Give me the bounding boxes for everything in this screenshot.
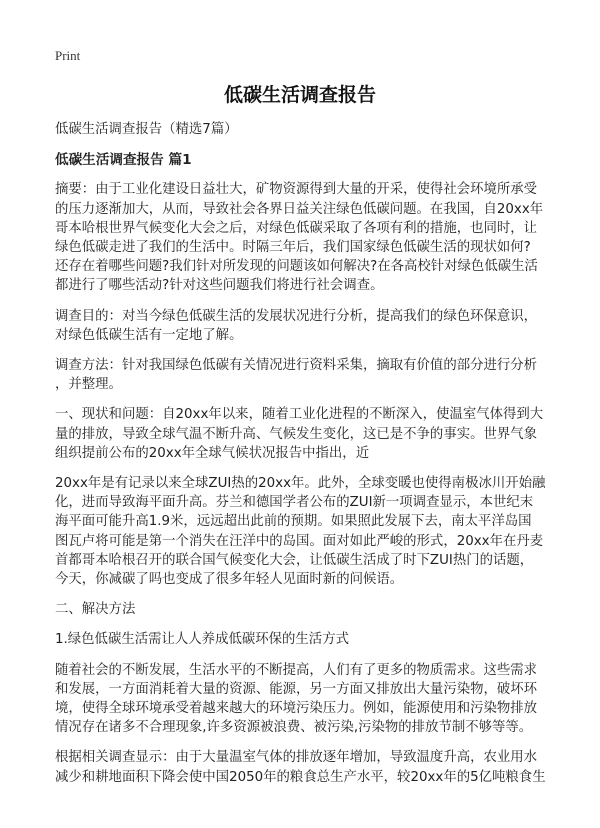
paragraph-line: 量的排放，导致全球气温不断升高、气候发生变化，这已是不争的事实。世界气象 [55, 426, 538, 442]
paragraph [55, 630, 555, 649]
paragraph [55, 180, 555, 295]
paragraph-line: 化，进而导致海平面升高。芬兰和德国学者公布的ZUI新一项调查显示，本世纪末 [55, 495, 534, 511]
paragraph [55, 356, 555, 394]
paragraph-line: 二、解决方法 [55, 602, 136, 618]
section-heading: 低碳生活调查报告 篇1 [55, 152, 192, 169]
paragraph-line: 调查目的：对当今绿色低碳生活的发展状况进行分析，提高我们的绿色环保意识， [55, 308, 538, 324]
paragraph [55, 307, 555, 345]
paragraph-line: 一、现状和问题：自20xx年以来，随着工业化进程的不断深入，使温室气体得到大 [55, 407, 544, 423]
paragraph [55, 474, 555, 589]
paragraph-line: 根据相关调查显示：由于大量温室气体的排放逐年增加，导致温度升高，农业用水 [55, 750, 538, 766]
document-title: 低碳生活调查报告 [223, 84, 376, 106]
paragraph-line: ，并整理。 [55, 377, 122, 393]
paragraph-line: 调查方法：针对我国绿色低碳有关情况进行资料采集，摘取有价值的部分进行分析 [55, 358, 538, 374]
paragraph-line: 随着社会的不断发展，生活水平的不断提高，人们有了更多的物质需求。这些需求 [55, 662, 538, 678]
paragraph-line: 摘要：由于工业化建设日益壮大，矿物资源得到大量的开采，使得社会环境所承受 [55, 182, 538, 198]
paragraph [55, 661, 555, 738]
paragraph-line: 1.绿色低碳生活需让人人养成低碳环保的生活方式 [55, 632, 349, 648]
paragraph-line: 首都哥本哈根召开的联合国气候变化大会，让低碳生活成了时下ZUI热门的话题， [55, 552, 534, 568]
paragraph-line: 境，使得全球环境承受着越来越大的环境污染压力。例如，能源使用和污染物排放 [55, 701, 538, 717]
paragraph-line: 都进行了哪些活动?针对这些问题我们将进行社会调查。 [55, 278, 384, 294]
paragraph-line: 海平面可能升高1.9米，远远超出此前的预期。如果照此发展下去，南太平洋岛国 [55, 514, 532, 530]
document-body [55, 120, 555, 798]
paragraph-line: 减少和耕地面积下降会使中国2050年的粮食总生产水平，较20xx年的5亿吨粮食生 [55, 769, 546, 785]
paragraph-line: 哥本哈根世界气候变化大会之后，对绿色低碳采取了各项有利的措施，也同时，让 [55, 220, 538, 236]
paragraph-line: 和发展，一方面消耗着大量的资源、能源，另一方面又排放出大量污染物，破坏环 [55, 681, 538, 697]
paragraph [55, 748, 555, 786]
print-link[interactable]: Print [55, 48, 81, 63]
paragraph-line: 20xx年是有记录以来全球ZUI热的20xx年。此外，全球变暖也使得南极冰川开始融 [55, 476, 546, 492]
paragraph-line: 绿色低碳走进了我们的生活中。时隔三年后，我们国家绿色低碳生活的现状如何? [55, 240, 531, 256]
paragraph-line: 的压力逐渐加大，从而，导致社会各界日益关注绿色低碳问题。在我国，自20xx年 [55, 201, 544, 217]
paragraph [55, 405, 555, 463]
paragraph-line: 今天，你减碳了吗也变成了很多年轻人见面时新的问候语。 [55, 572, 404, 588]
paragraph-line: 组织提前公布的20xx年全球气候状况报告中指出，近 [55, 445, 370, 461]
paragraph-line: 对绿色低碳生活有一定地了解。 [55, 327, 243, 343]
paragraph-line: 图瓦卢将可能是第一个消失在汪洋中的岛国。面对如此严峻的形式，20xx年在丹麦 [55, 533, 544, 549]
paragraph-line: 情况存在诸多不合理现象,许多资源被浪费、被污染,污染物的排放节制不够等等。 [55, 720, 533, 736]
paragraphs [55, 180, 555, 786]
document-subtitle: 低碳生活调查报告（精选7篇） [55, 122, 238, 137]
paragraph [55, 600, 555, 619]
paragraph-line: 还存在着哪些问题?我们针对所发现的问题该如何解决?在各高校针对绿色低碳生活 [55, 259, 538, 275]
